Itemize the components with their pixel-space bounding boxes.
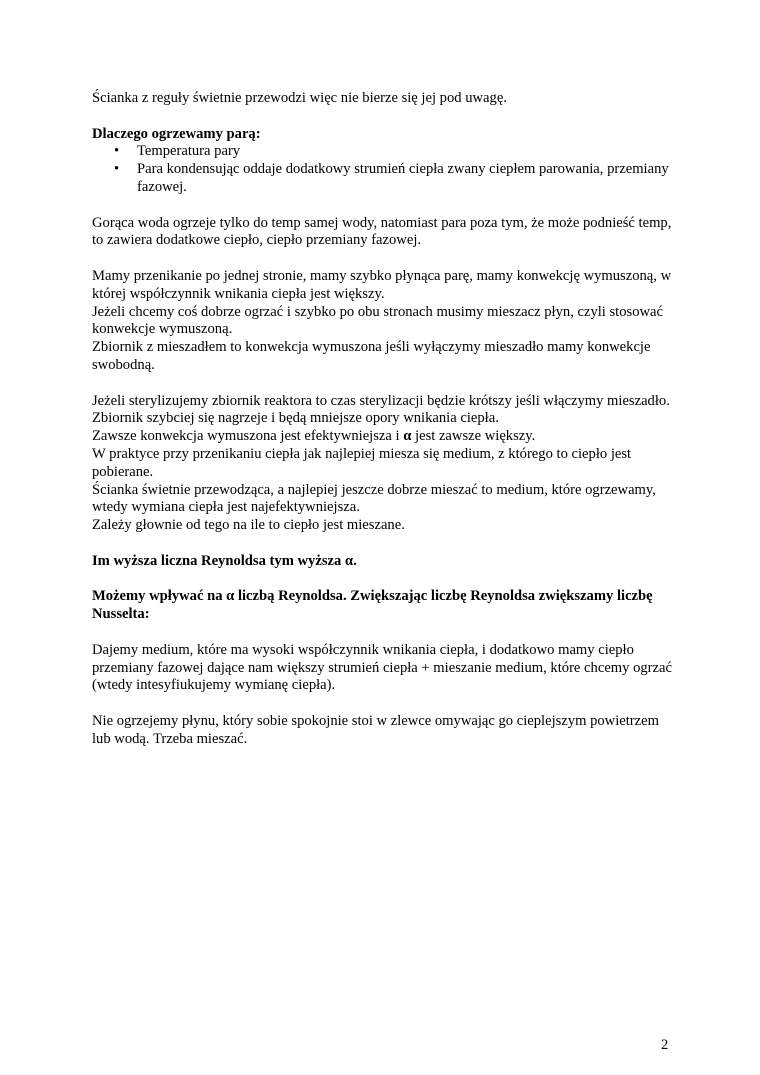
bold-reynolds: Im wyższa liczna Reynoldsa tym wyższa α.	[92, 552, 357, 569]
paragraph-wall-conducting: Ścianka świetnie przewodząca, a najlepiej jeszcze dobrze mieszać to medium, które ogrzewamy, wtedy wymiana ciepła jest najefektywniejsza.	[92, 481, 656, 516]
list-item: • Para kondensując oddaje dodatkowy strumień ciepła zwany ciepłem parowania, przemiany fazowej.	[114, 161, 669, 195]
paragraph-sterilization: Jeżeli sterylizujemy zbiornik reaktora to czas sterylizacji będzie krótszy jeśli włączymy mieszadło.	[92, 392, 670, 409]
page-number: 2	[661, 1037, 669, 1053]
list-item: • Temperatura pary	[114, 143, 241, 160]
paragraph-depends: Zależy głownie od tego na ile to ciepło jest mieszane.	[92, 517, 405, 534]
paragraph-mixer: Zbiornik z mieszadłem to konwekcja wymuszona jeśli wyłączymy mieszadło mamy konwekcje swobodną.	[92, 339, 651, 373]
heading-why-steam: Dlaczego ogrzewamy parą:	[92, 125, 261, 142]
bullet-icon: •	[114, 161, 120, 178]
paragraph-practice: W praktyce przy przenikaniu ciepła jak najlepiej miesza się medium, z którego to ciepło jest pobierane.	[92, 445, 632, 480]
paragraph-hot-water: Gorąca woda ogrzeje tylko do temp samej wody, natomiast para poza tym, że może podnieść temp, to zawiera dodatkowe ciepło, ciepło przemiany fazowej.	[92, 214, 672, 249]
bold-nusselt: Możemy wpływać na α liczbą Reynoldsa. Zwiększając liczbę Reynoldsa zwiększamy liczbę Nusselta:	[92, 588, 653, 623]
paragraph-heating: Jeżeli chcemy coś dobrze ogrzać i szybko po obu stronach musimy mieszacz płyn, czyli stosować konwekcje wymuszoną.	[92, 303, 664, 338]
document-page	[92, 90, 672, 748]
paragraph-medium: Dajemy medium, które ma wysoki współczynnik wnikania ciepła, i dodatkowo mamy ciepło przemiany fazowej dające nam większy strumień ciepła + mieszanie medium, które chcemy ogrzać (wtedy intesyfiukujemy wymianę ciepła).	[92, 641, 672, 694]
bullet-list	[92, 143, 672, 196]
bullet-icon: •	[114, 143, 120, 160]
alpha-symbol: α	[403, 428, 412, 445]
paragraph-tank: Zbiornik szybciej się nagrzeje i będą mniejsze opory wnikania ciepła.	[92, 410, 499, 427]
paragraph-fluid: Nie ogrzejemy płynu, który sobie spokojnie stoi w zlewce omywając go cieplejszym powietrzem lub wodą. Trzeba mieszać.	[92, 712, 659, 747]
paragraph-forced-convection: Zawsze konwekcja wymuszona jest efektywniejsza i α jest zawsze większy.	[92, 428, 536, 445]
paragraph-penetration: Mamy przenikanie po jednej stronie, mamy szybko płynąca parę, mamy konwekcję wymuszoną, w której współczynnik wnikania ciepła jest większy.	[92, 267, 672, 302]
paragraph-wall: Ścianka z reguły świetnie przewodzi więc nie bierze się jej pod uwagę.	[92, 90, 507, 106]
